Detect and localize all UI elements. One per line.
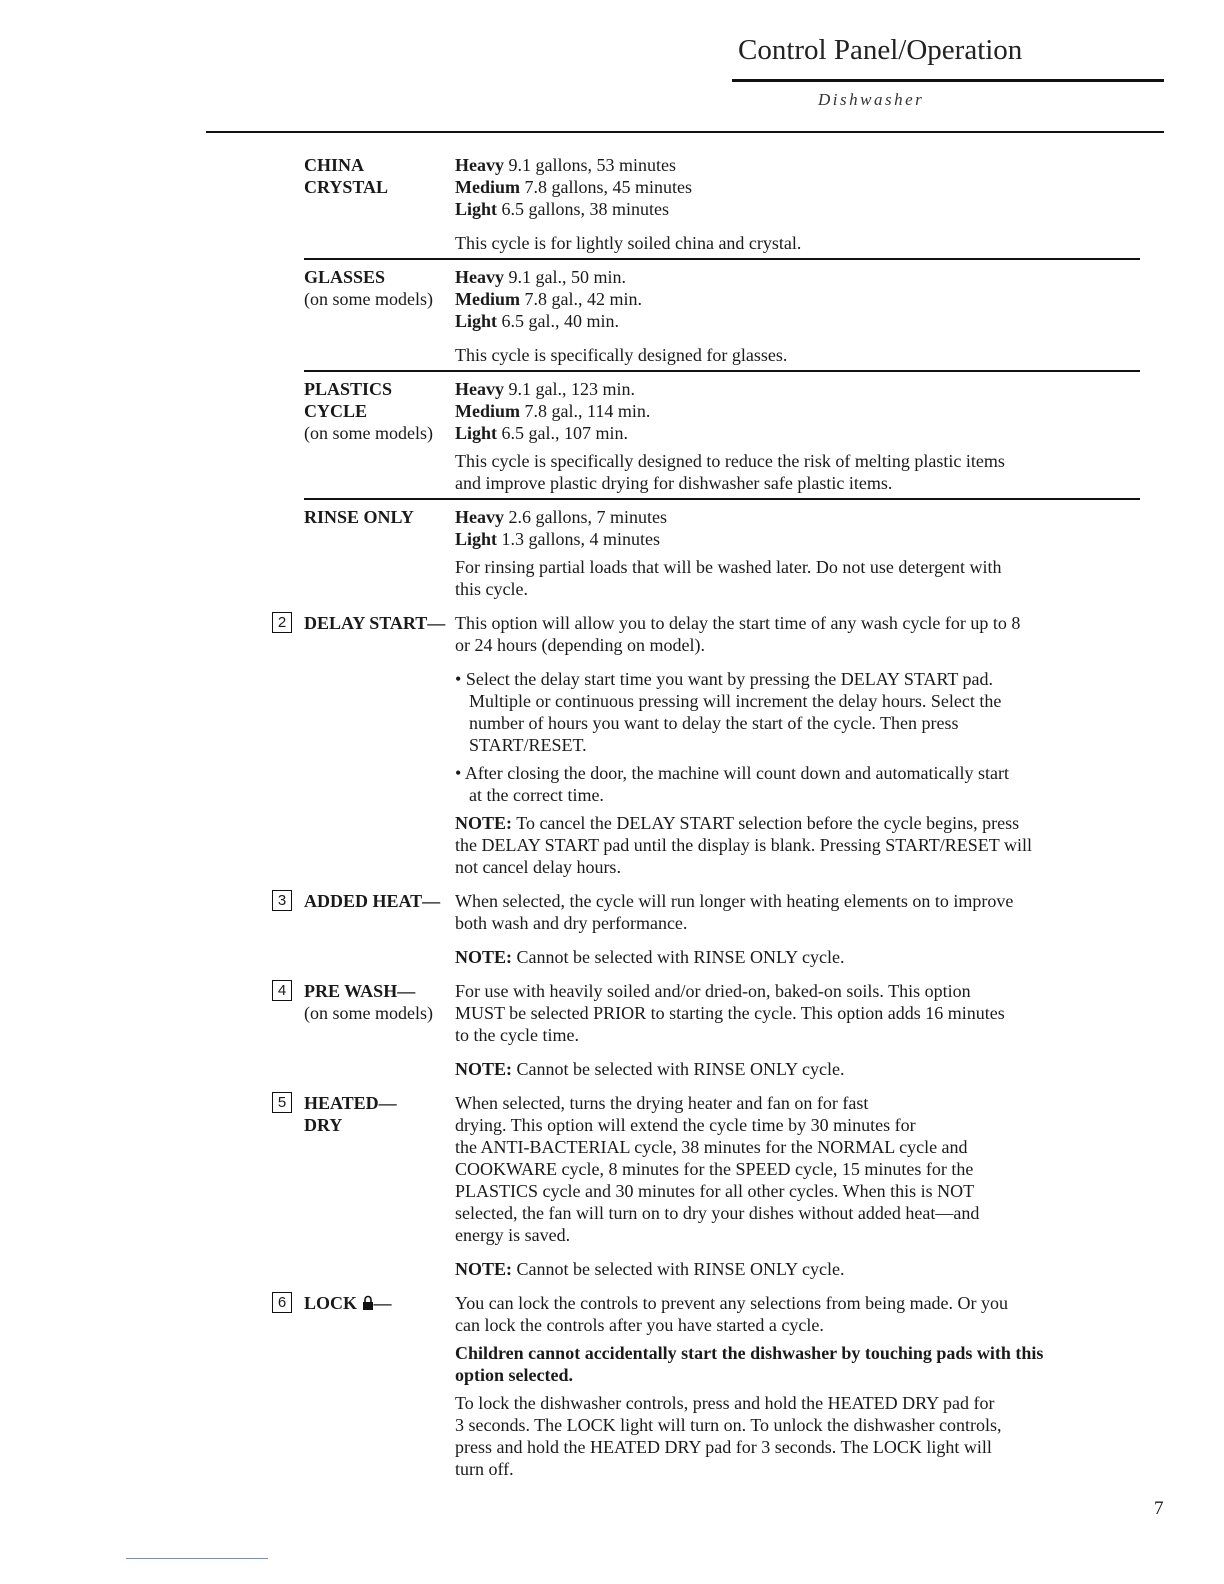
option-text: For use with heavily soiled and/or dried-on, baked-on soils. This option	[455, 981, 971, 1001]
page-title: Control Panel/Operation	[738, 34, 1023, 66]
cycle-option: Light 6.5 gal., 107 min.	[455, 423, 629, 443]
cycle-description: This cycle is specifically designed to reduce the risk of melting plastic items	[455, 451, 1005, 471]
cycle-option: Medium 7.8 gal., 42 min.	[455, 289, 642, 309]
cycle-option: Medium 7.8 gallons, 45 minutes	[455, 177, 692, 197]
option-note: the DELAY START pad until the display is blank. Pressing START/RESET will	[455, 835, 1032, 855]
option-text: to the cycle time.	[455, 1025, 579, 1045]
bullet-item-cont: number of hours you want to delay the start of the cycle. Then press	[469, 713, 959, 733]
cycle-label: GLASSES	[304, 267, 386, 287]
footer-line	[126, 1558, 268, 1559]
option-text: When selected, the cycle will run longer with heating elements on to improve	[455, 891, 1014, 911]
cycle-option: Heavy 9.1 gal., 123 min.	[455, 379, 635, 399]
bullet-item: • After closing the door, the machine will count down and automatically start	[455, 763, 1009, 783]
option-text: When selected, turns the drying heater and fan on for fast	[455, 1093, 869, 1113]
cycle-option: Light 6.5 gallons, 38 minutes	[455, 199, 670, 219]
option-note: NOTE: Cannot be selected with RINSE ONLY cycle.	[455, 1059, 845, 1079]
option-text: both wash and dry performance.	[455, 913, 688, 933]
option-text: 3 seconds. The LOCK light will turn on. To unlock the dishwasher controls,	[455, 1415, 1002, 1435]
cycle-description: This cycle is specifically designed for glasses.	[455, 345, 788, 365]
page-number: 7	[1154, 1498, 1164, 1519]
cycle-option: Medium 7.8 gal., 114 min.	[455, 401, 651, 421]
lock-icon	[362, 1294, 374, 1316]
option-number-badge: 4	[272, 980, 292, 1001]
cycle-label: CHINA	[304, 155, 365, 175]
cycle-description: For rinsing partial loads that will be washed later. Do not use detergent with	[455, 557, 1002, 577]
cycle-note: (on some models)	[304, 423, 433, 443]
bullet-item-cont: Multiple or continuous pressing will increment the delay hours. Select the	[469, 691, 1002, 711]
section-divider	[304, 498, 1140, 500]
cycle-note: (on some models)	[304, 289, 433, 309]
cycle-option: Heavy 2.6 gallons, 7 minutes	[455, 507, 667, 527]
option-number-badge: 6	[272, 1292, 292, 1313]
bullet-item-cont: at the correct time.	[469, 785, 604, 805]
bullet-item-cont: START/RESET.	[469, 735, 587, 755]
title-rule	[732, 79, 1164, 82]
cycle-option: Light 6.5 gal., 40 min.	[455, 311, 620, 331]
option-text: MUST be selected PRIOR to starting the cycle. This option adds 16 minutes	[455, 1003, 1005, 1023]
option-number-badge: 5	[272, 1092, 292, 1113]
warning-text: option selected.	[455, 1365, 573, 1385]
option-label: ADDED HEAT—	[304, 891, 441, 911]
option-text: You can lock the controls to prevent any selections from being made. Or you	[455, 1293, 1009, 1313]
option-label: PRE WASH—	[304, 981, 416, 1001]
section-divider	[304, 370, 1140, 372]
cycle-label: CYCLE	[304, 401, 368, 421]
option-label: HEATED—	[304, 1093, 397, 1113]
option-text: can lock the controls after you have started a cycle.	[455, 1315, 824, 1335]
option-text: drying. This option will extend the cycle time by 30 minutes for	[455, 1115, 916, 1135]
option-text: energy is saved.	[455, 1225, 571, 1245]
cycle-description: this cycle.	[455, 579, 528, 599]
header-rule	[206, 131, 1164, 133]
option-text: or 24 hours (depending on model).	[455, 635, 705, 655]
option-note: NOTE: Cannot be selected with RINSE ONLY cycle.	[455, 1259, 845, 1279]
option-text: press and hold the HEATED DRY pad for 3 seconds. The LOCK light will	[455, 1437, 992, 1457]
cycle-description: and improve plastic drying for dishwasher safe plastic items.	[455, 473, 893, 493]
cycle-label: RINSE ONLY	[304, 507, 414, 527]
bullet-item: • Select the delay start time you want by pressing the DELAY START pad.	[455, 669, 994, 689]
warning-text: Children cannot accidentally start the dishwasher by touching pads with this	[455, 1343, 1044, 1363]
option-number-badge: 3	[272, 890, 292, 911]
option-note: not cancel delay hours.	[455, 857, 621, 877]
option-text: COOKWARE cycle, 8 minutes for the SPEED cycle, 15 minutes for the	[455, 1159, 974, 1179]
cycle-label: PLASTICS	[304, 379, 393, 399]
section-subtitle: Dishwasher	[818, 90, 925, 109]
option-text: the ANTI-BACTERIAL cycle, 38 minutes for the NORMAL cycle and	[455, 1137, 968, 1157]
cycle-option: Light 1.3 gallons, 4 minutes	[455, 529, 661, 549]
cycle-description: This cycle is for lightly soiled china and crystal.	[455, 233, 802, 253]
cycle-option: Heavy 9.1 gal., 50 min.	[455, 267, 626, 287]
section-divider	[304, 258, 1140, 260]
option-note: NOTE: To cancel the DELAY START selection before the cycle begins, press	[455, 813, 1020, 833]
option-number-badge: 2	[272, 612, 292, 633]
option-text: To lock the dishwasher controls, press and hold the HEATED DRY pad for	[455, 1393, 995, 1413]
cycle-label: CRYSTAL	[304, 177, 389, 197]
option-text: turn off.	[455, 1459, 514, 1479]
option-text: selected, the fan will turn on to dry your dishes without added heat—and	[455, 1203, 980, 1223]
option-label: DRY	[304, 1115, 343, 1135]
option-label: DELAY START—	[304, 613, 446, 633]
option-text: This option will allow you to delay the start time of any wash cycle for up to 8	[455, 613, 1021, 633]
option-label: LOCK —	[304, 1292, 392, 1316]
option-note: NOTE: Cannot be selected with RINSE ONLY cycle.	[455, 947, 845, 967]
cycle-option: Heavy 9.1 gallons, 53 minutes	[455, 155, 676, 175]
option-note: (on some models)	[304, 1003, 433, 1023]
option-text: PLASTICS cycle and 30 minutes for all other cycles. When this is NOT	[455, 1181, 975, 1201]
